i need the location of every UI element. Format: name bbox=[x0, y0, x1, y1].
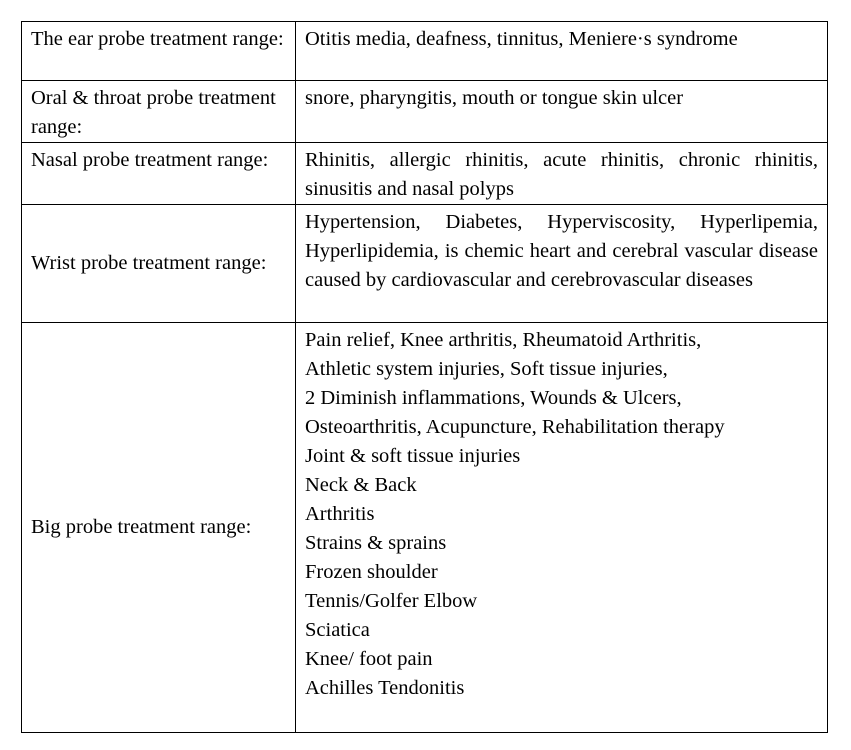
table-row-wrist-probe bbox=[22, 205, 828, 323]
list-item: Neck & Back bbox=[305, 474, 417, 496]
list-item: Achilles Tendonitis bbox=[305, 677, 465, 699]
list-item: Osteoarthritis, Acupuncture, Rehabilitation therapy bbox=[305, 416, 725, 438]
list-item: Athletic system injuries, Soft tissue injuries, bbox=[305, 358, 668, 380]
treatment-range-table bbox=[21, 21, 828, 733]
table-row-ear-probe bbox=[22, 22, 828, 81]
list-item: Knee/ foot pain bbox=[305, 648, 433, 670]
oral-throat-probe-label: Oral & throat probe treatment range: bbox=[22, 81, 296, 143]
table-row-big-probe bbox=[22, 323, 828, 733]
big-probe-description bbox=[296, 323, 828, 733]
list-item: Joint & soft tissue injuries bbox=[305, 445, 521, 467]
list-item: Strains & sprains bbox=[305, 532, 447, 554]
big-probe-label: Big probe treatment range: bbox=[22, 323, 296, 733]
list-item: Pain relief, Knee arthritis, Rheumatoid Arthritis, bbox=[305, 329, 702, 351]
wrist-probe-description: Hypertension, Diabetes, Hyperviscosity, Hyperlipemia, Hyperlipidemia, is chemic heart and cerebral vascular disease caused by cardiovascular and cerebrovascular diseases bbox=[296, 205, 828, 323]
table-row-nasal-probe bbox=[22, 143, 828, 205]
table-row-oral-throat-probe bbox=[22, 81, 828, 143]
ear-probe-label: The ear probe treatment range: bbox=[22, 22, 296, 81]
list-item: Frozen shoulder bbox=[305, 561, 438, 583]
list-item: Tennis/Golfer Elbow bbox=[305, 590, 478, 612]
ear-probe-description: Otitis media, deafness, tinnitus, Meniere·s syndrome bbox=[296, 22, 828, 81]
wrist-probe-label: Wrist probe treatment range: bbox=[22, 205, 296, 323]
list-item: Sciatica bbox=[305, 619, 370, 641]
oral-throat-probe-description: snore, pharyngitis, mouth or tongue skin ulcer bbox=[296, 81, 828, 143]
nasal-probe-label: Nasal probe treatment range: bbox=[22, 143, 296, 205]
nasal-probe-description: Rhinitis, allergic rhinitis, acute rhinitis, chronic rhinitis, sinusitis and nasal polyps bbox=[296, 143, 828, 205]
list-item: 2 Diminish inflammations, Wounds & Ulcers, bbox=[305, 387, 682, 409]
list-item: Arthritis bbox=[305, 503, 375, 525]
